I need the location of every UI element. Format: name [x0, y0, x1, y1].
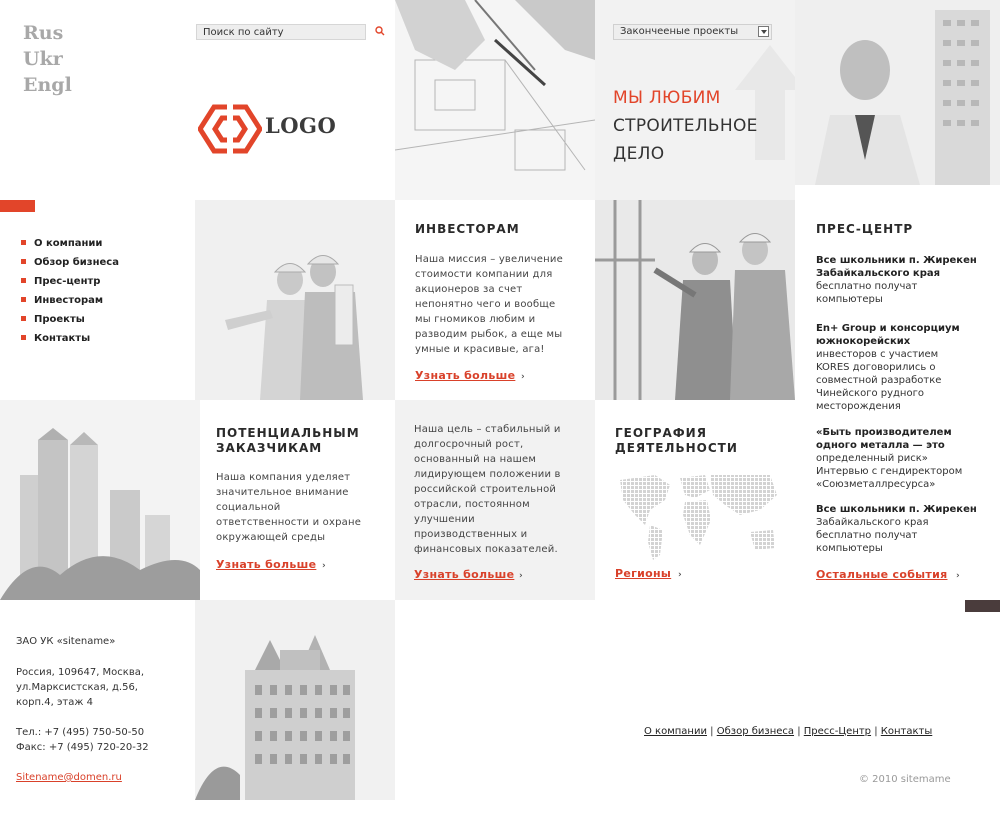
building-photo [195, 600, 395, 800]
footer-link-about[interactable]: О компании [644, 726, 707, 737]
nav-item-business[interactable]: Обзор бизнеса [21, 257, 119, 268]
bullet-icon [21, 278, 26, 283]
bullet-icon [21, 316, 26, 321]
chevron-right-icon: › [678, 570, 682, 580]
towers-photo [0, 400, 200, 600]
builders-photo [195, 200, 395, 400]
press-more-link[interactable]: Остальные события [816, 568, 948, 581]
footer-separator: | [874, 726, 878, 737]
chevron-right-icon: › [519, 571, 523, 581]
footer-company: ЗАО УК «sitename» [16, 636, 116, 647]
hero-line-1: МЫ ЛЮБИМ [613, 88, 721, 108]
world-map-icon [615, 470, 780, 562]
news-item[interactable]: «Быть производителем одного металла — это определенный риск» Интервью с гендиректором «Союзметаллресурса» [816, 427, 963, 490]
footer-link-press[interactable]: Пресс-Центр [803, 726, 872, 737]
bullet-icon [21, 240, 26, 245]
copyright: © 2010 sitemame [859, 774, 951, 785]
investors-text: Наша миссия – увеличение стоимости компании для акционеров за счет непонятно чего и вообще мы гномиков любим и разводим рыбок, а еще мы умные и красивые, ага! [415, 254, 563, 355]
accent-bar-left [0, 200, 35, 212]
footer-email-link[interactable]: Sitename@domen.ru [16, 772, 122, 783]
press-title: ПРЕС-ЦЕНТР [816, 222, 914, 236]
chevron-right-icon: › [521, 372, 525, 382]
projects-dropdown[interactable] [613, 24, 772, 40]
blueprint-photo [395, 0, 595, 200]
news-item[interactable]: En+ Group и консорциум южнокорейских инвесторов с участием KORES договорились о совместной разработке Чинейского рудного месторождения [816, 323, 960, 412]
goal-text: Наша цель – стабильный и долгосрочный рост, основанный на нашем лидирующем положении в российской строительной отрасли, постоянном улучшении производственных и финансовых показателей. [414, 424, 561, 555]
footer-phones: Тел.: +7 (495) 750-50-50 Факс: +7 (495) 720-20-32 [16, 727, 149, 753]
accent-bar-right [965, 600, 1000, 612]
workers-photo [595, 200, 795, 400]
footer-nav [644, 726, 932, 737]
architect-photo [795, 0, 1000, 185]
search-input[interactable] [196, 24, 366, 40]
nav-item-projects[interactable]: Проекты [21, 314, 85, 325]
search-icon[interactable] [374, 25, 386, 37]
goal-more-link[interactable]: Узнать больше [414, 568, 515, 581]
investors-title: ИНВЕСТОРАМ [415, 222, 520, 236]
footer-address: Россия, 109647, Москва, ул.Марксистская, д.56, корп.4, этаж 4 [16, 667, 145, 708]
bullet-icon [21, 259, 26, 264]
chevron-right-icon: › [322, 561, 326, 571]
chevron-down-icon[interactable] [758, 26, 769, 37]
nav-item-contacts[interactable]: Контакты [21, 333, 90, 344]
lang-ukr[interactable]: Ukr [23, 48, 63, 70]
lang-rus[interactable]: Rus [23, 22, 64, 44]
news-item[interactable]: Все школьники п. Жирекен Забайкальского края бесплатно получат компьютеры [816, 504, 977, 554]
footer-separator: | [797, 726, 801, 737]
geography-title: ГЕОГРАФИЯ ДЕЯТЕЛЬНОСТИ [615, 426, 738, 455]
logo-icon [198, 104, 262, 154]
footer-link-business[interactable]: Обзор бизнеса [716, 726, 795, 737]
customers-more-link[interactable]: Узнать больше [216, 558, 317, 571]
investors-more-link[interactable]: Узнать больше [415, 369, 516, 382]
nav-item-about[interactable]: О компании [21, 238, 102, 249]
bullet-icon [21, 297, 26, 302]
lang-engl[interactable]: Engl [23, 74, 72, 96]
chevron-right-icon: › [956, 571, 960, 581]
footer-link-contacts[interactable]: Контакты [880, 726, 933, 737]
customers-text: Наша компания уделяет значительное внимание социальной ответственности и охране окружающей среды [216, 472, 362, 543]
bullet-icon [21, 335, 26, 340]
regions-link[interactable]: Регионы [615, 567, 672, 580]
hero-line-3: ДЕЛО [613, 144, 665, 164]
customers-title: ПОТЕНЦИАЛЬНЫМ ЗАКАЗЧИКАМ [216, 426, 360, 455]
nav-item-investors[interactable]: Инвесторам [21, 295, 103, 306]
logo-text[interactable]: LOGO [265, 113, 337, 138]
nav-item-press[interactable]: Прес-центр [21, 276, 100, 287]
footer-separator: | [710, 726, 714, 737]
projects-dropdown-value: Закончееные проекты [620, 26, 739, 37]
news-item[interactable]: Все школьники п. Жирекен Забайкальского края бесплатно получат компьютеры [816, 255, 977, 305]
hero-line-2: СТРОИТЕЛЬНОЕ [613, 116, 758, 136]
